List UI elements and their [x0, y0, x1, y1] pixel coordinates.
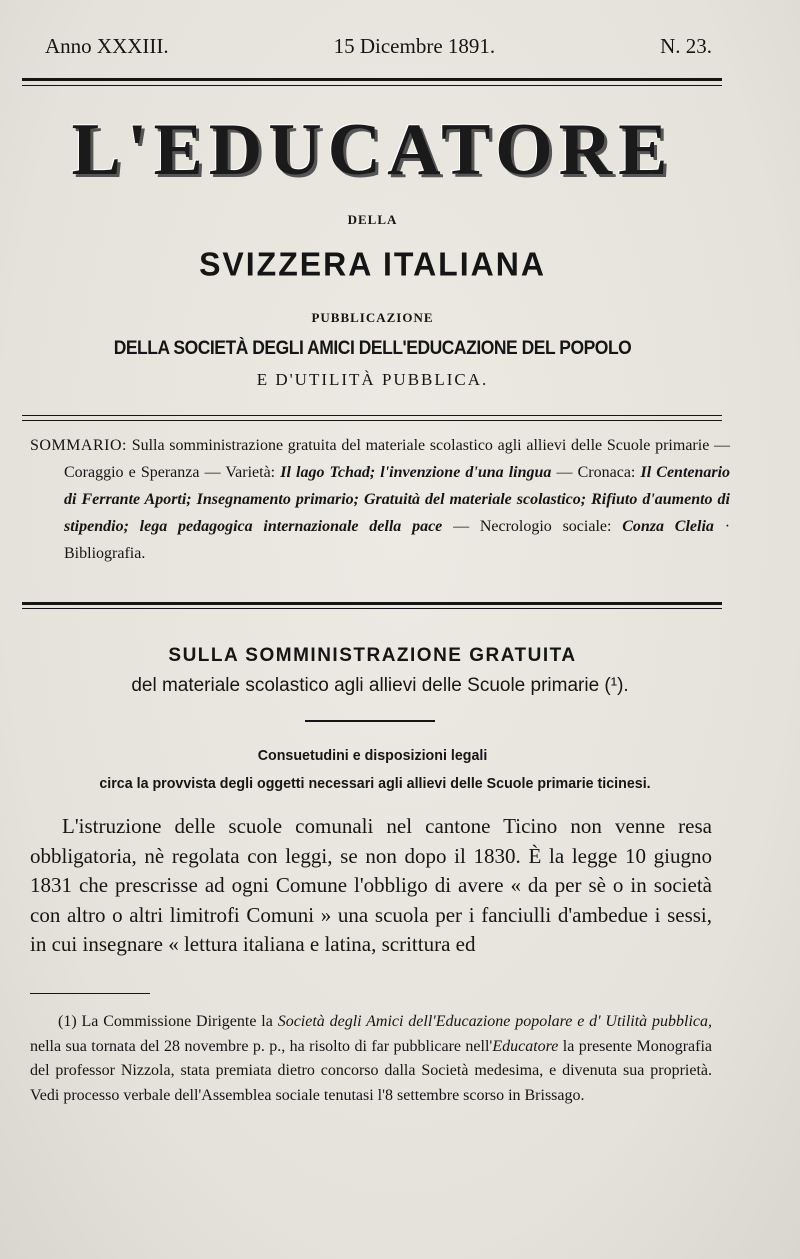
article-body: L'istruzione delle scuole comunali nel cantone Ticino non venne resa obbligatoria, nè regolata con leggi, se non dopo il 1830. È la legge 10 giugno 1831 che prescrisse ad ogni Comune l'obbligo di avere « da per sè o in società con altro o altri limitrofi Comuni » una scuola per i fanciulli d'ambedue i sessi, in cui insegnare « lettura italiana e latina, scrittura ed — [30, 814, 712, 956]
sommario-text-4: · Bibliografia. — [64, 518, 731, 562]
top-rule-thin — [22, 85, 722, 86]
article-title: SULLA SOMMINISTRAZIONE GRATUITA — [168, 645, 577, 666]
footnote-rule — [30, 993, 150, 994]
footnote-text-3: la presente Monografia del professor Nizzola, stata premiata dietro concorso dalla Società medesima, e divenuta sua proprietà. Vedi processo verbale dell'Assemblea sociale tenutasi l'8 settembre scorso in Brissago. — [30, 1037, 713, 1104]
article-subtitle: del materiale scolastico agli allievi delle Scuole primarie (¹). — [131, 675, 629, 696]
issue-number: N. 23. — [660, 34, 712, 58]
sommario-rule-bottom-thin — [22, 608, 722, 609]
sommario-text-3: — Necrologio sociale: — [453, 518, 612, 535]
masthead-utilita: E D'UTILITÀ PUBBLICA. — [256, 370, 489, 389]
masthead-title: L'EDUCATORE — [71, 109, 674, 191]
footnote-society: Società degli Amici dell'Educazione popolare e d' Utilità pubblica, — [277, 1013, 713, 1030]
issue-header — [45, 34, 712, 59]
sommario-rule-bottom — [22, 602, 722, 605]
section-subtitle: circa la provvista degli oggetti necessari agli allievi delle Scuole primarie ticinesi. — [99, 775, 651, 792]
sommario-label: SOMMARIO: — [30, 437, 127, 454]
masthead-della: DELLA — [347, 212, 398, 227]
sommario-necrologio: Conza Clelia — [622, 518, 714, 535]
sommario — [30, 432, 730, 567]
issue-year: Anno XXXIII. — [45, 34, 169, 58]
article-divider — [305, 720, 435, 722]
top-rule — [22, 78, 722, 81]
masthead-societa: DELLA SOCIETÀ DEGLI AMICI DELL'EDUCAZIONE DEL POPOLO — [113, 338, 632, 359]
sommario-text-2: — Cronaca: — [556, 464, 636, 481]
footnote-text-1: (1) La Commissione Dirigente la — [58, 1013, 273, 1030]
sommario-rule-top-2 — [22, 420, 722, 421]
masthead-subtitle: SVIZZERA ITALIANA — [199, 245, 546, 283]
section-title: Consuetudini e disposizioni legali — [257, 747, 488, 764]
footnote — [30, 1010, 712, 1108]
footnote-educatore: Educatore — [492, 1037, 559, 1055]
sommario-rule-top — [22, 415, 722, 416]
sommario-varieta: Il lago Tchad; l'invenzione d'una lingua — [280, 464, 552, 481]
masthead-pubblicazione: PUBBLICAZIONE — [311, 310, 434, 325]
sommario-text-1: Sulla somministrazione gratuita del materiale scolastico agli allievi delle Scuole primarie — Coraggio e Speranza — Varietà: — [64, 437, 731, 481]
footnote-text-2: nella sua tornata del 28 novembre p. p., ha risolto di far pubblicare nell' — [30, 1037, 493, 1055]
sommario-cronaca: Il Centenario di Ferrante Aporti; Insegnamento primario; Gratuità del materiale scolastico; Rifiuto d'aumento di stipendio; lega pedagogica internazionale della pace — [64, 464, 731, 535]
issue-date: 15 Dicembre 1891. — [333, 34, 496, 58]
